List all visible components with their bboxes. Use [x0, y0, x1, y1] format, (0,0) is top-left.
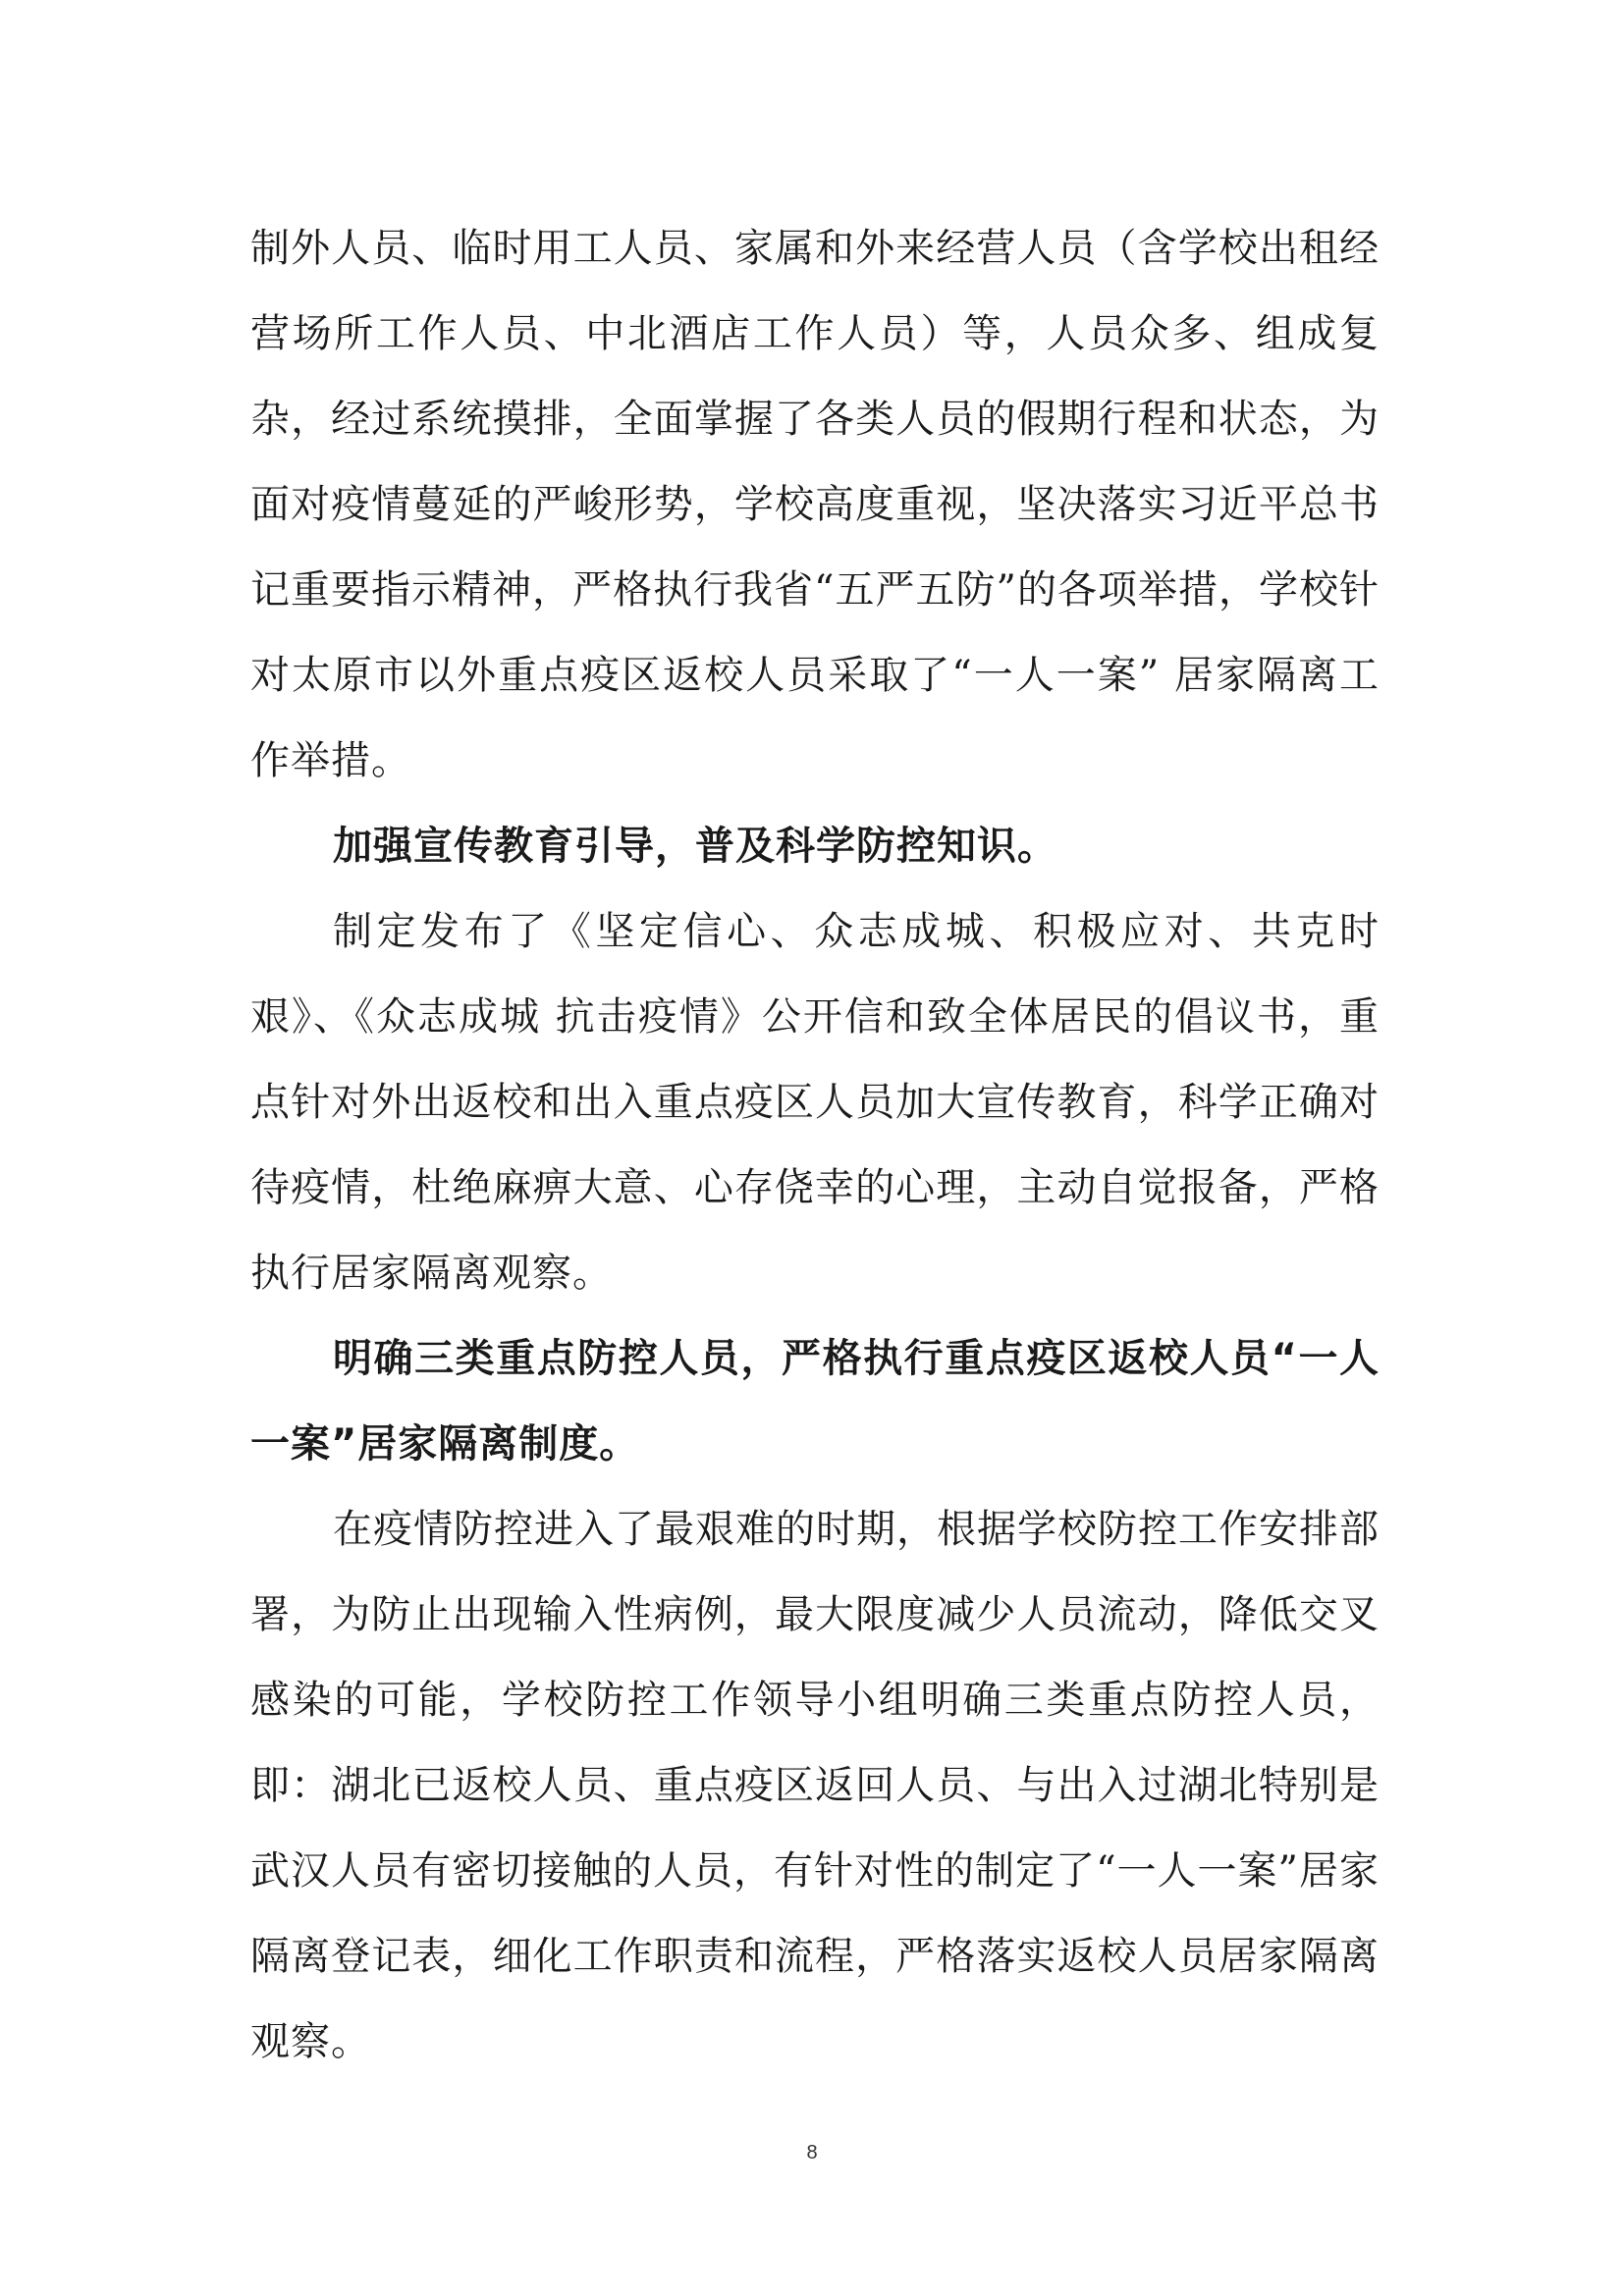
section-heading-publicity: 加强宣传教育引导，普及科学防控知识。	[333, 824, 1057, 869]
section-heading-key-personnel: 明确三类重点防控人员，严格执行重点疫区返校人员“一人一案”居家隔离制度。	[250, 1336, 1380, 1467]
paragraph-publicity: 制定发布了《坚定信心、众志成城、积极应对、共克时艰》、《众志成城 抗击疫情》公开信和致全体居民的倡议书，重点针对外出返校和出入重点疫区人员加大宣传教育，科学正确对待疫情，杜绝麻痹大意、心存侥幸的心理，主动自觉报备，严格执行居家隔离观察。	[250, 909, 1380, 1296]
paragraph-key-personnel: 在疫情防控进入了最艰难的时期，根据学校防控工作安排部署，为防止出现输入性病例，最大限度减少人员流动，降低交叉感染的可能，学校防控工作领导小组明确三类重点防控人员，即：湖北已返校人员、重点疫区返回人员、与出入过湖北特别是武汉人员有密切接触的人员，有针对性的制定了“一人一案”居家隔离登记表，细化工作职责和流程，严格落实返校人员居家隔离观察。	[250, 1507, 1380, 2064]
page-number: 8	[806, 2142, 818, 2163]
document-body	[250, 206, 1380, 2085]
paragraph-continued: 制外人员、临时用工人员、家属和外来经营人员（含学校出租经营场所工作人员、中北酒店工作人员）等，人员众多、组成复杂，经过系统摸排，全面掌握了各类人员的假期行程和状态，为面对疫情蔓延的严峻形势，学校高度重视，坚决落实习近平总书记重要指示精神，严格执行我省“五严五防”的各项举措，学校针对太原市以外重点疫区返校人员采取了“一人一案” 居家隔离工作举措。	[250, 226, 1380, 783]
